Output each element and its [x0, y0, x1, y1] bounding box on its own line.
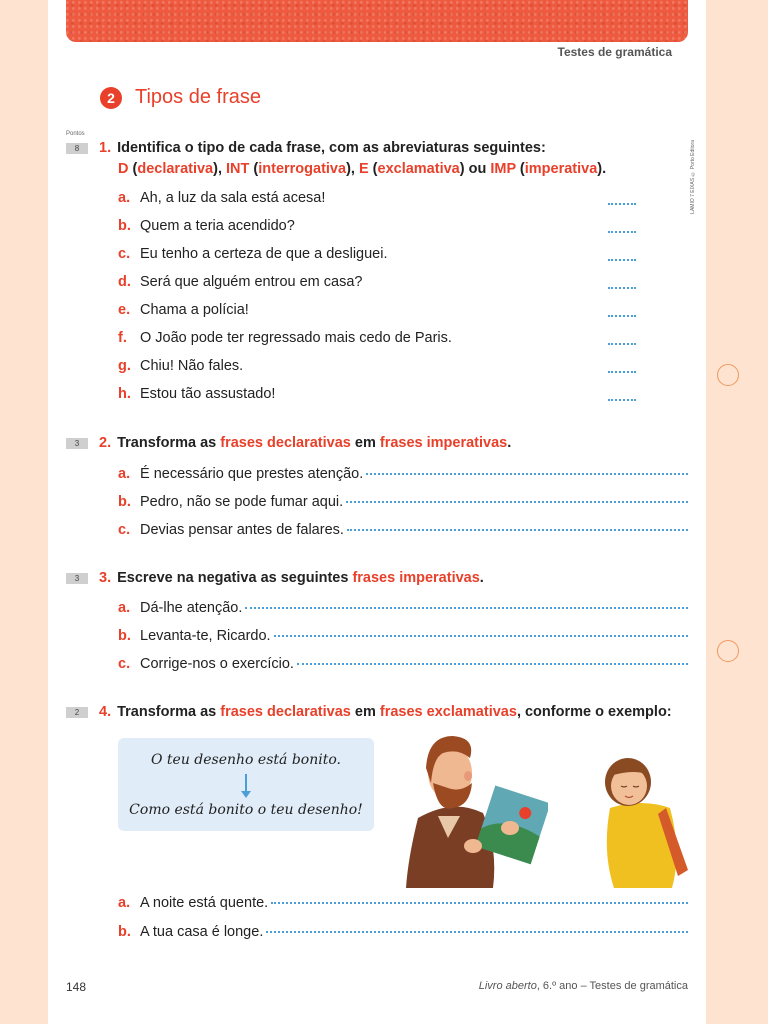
copyright-note: LAMIO 7 EIXAS © Porto Editora [690, 140, 696, 214]
binder-hole-icon [717, 640, 739, 662]
q2-item-a[interactable]: a. É necessário que prestes atenção. [118, 466, 688, 482]
answer-line[interactable] [245, 607, 688, 609]
answer-field-1a[interactable] [608, 203, 636, 205]
q2-prompt: 2. Transforma as frases declarativas em frases imperativas. [99, 435, 512, 451]
q1-number: 1. [99, 140, 112, 156]
example-box [118, 738, 374, 831]
answer-line[interactable] [271, 902, 688, 904]
q4-prompt: 4. Transforma as frases declarativas em frases exclamativas, conforme o exemplo: [99, 704, 672, 720]
q1-points: 8 [66, 143, 88, 154]
points-label: Pontos [66, 131, 85, 137]
q3-prompt: 3. Escreve na negativa as seguintes frases imperativas. [99, 570, 484, 586]
q1-item-e: e. Chama a polícia! [118, 302, 249, 318]
girl-illustration [596, 752, 692, 888]
section-heading: Tipos de frase [135, 86, 261, 108]
footer-book-title: Livro aberto, 6.º ano – Testes de gramática [478, 980, 688, 992]
man-with-drawing-illustration [398, 728, 548, 888]
example-exclamative: Como está bonito o teu desenho! [129, 802, 363, 818]
q1-item-b: b. Quem a teria acendido? [118, 218, 295, 234]
answer-field-1e[interactable] [608, 315, 636, 317]
q1-item-c: c. Eu tenho a certeza de que a desliguei. [118, 246, 388, 262]
header-banner [66, 0, 688, 42]
section-title [100, 86, 261, 109]
q4-item-a[interactable]: a. A noite está quente. [118, 895, 688, 911]
q3-item-a[interactable]: a. Dá-lhe atenção. [118, 600, 688, 616]
answer-field-1h[interactable] [608, 399, 636, 401]
answer-line[interactable] [297, 663, 688, 665]
answer-line[interactable] [366, 473, 688, 475]
q2-item-c[interactable]: c. Devias pensar antes de falares. [118, 522, 688, 538]
q3-item-c[interactable]: c. Corrige-nos o exercício. [118, 656, 688, 672]
q4-points: 2 [66, 707, 88, 718]
answer-field-1d[interactable] [608, 287, 636, 289]
q4-item-b[interactable]: b. A tua casa é longe. [118, 924, 688, 940]
q2-points: 3 [66, 438, 88, 449]
binder-hole-icon [717, 364, 739, 386]
example-declarative: O teu desenho está bonito. [151, 752, 341, 768]
q1-item-a: a. Ah, a luz da sala está acesa! [118, 190, 326, 206]
q1-line1: Identifica o tipo de cada frase, com as abreviaturas seguintes: [117, 140, 546, 156]
page-number: 148 [66, 980, 87, 994]
q1-line2: D (declarativa), INT (interrogativa), E (exclamativa) ou IMP (imperativa). [118, 161, 607, 177]
answer-line[interactable] [274, 635, 688, 637]
arrow-down-icon [245, 774, 247, 792]
q1-item-g: g. Chiu! Não fales. [118, 358, 244, 374]
answer-field-1g[interactable] [608, 371, 636, 373]
answer-line[interactable] [346, 501, 688, 503]
q2-item-b[interactable]: b. Pedro, não se pode fumar aqui. [118, 494, 688, 510]
answer-field-1b[interactable] [608, 231, 636, 233]
answer-field-1f[interactable] [608, 343, 636, 345]
q1-prompt [99, 138, 606, 180]
q1-item-h: h. Estou tão assustado! [118, 386, 276, 402]
section-number: 2 [100, 87, 122, 109]
answer-field-1c[interactable] [608, 259, 636, 261]
header-subtitle: Testes de gramática [557, 45, 672, 59]
q1-item-f: f. O João pode ter regressado mais cedo de Paris. [118, 330, 452, 346]
q1-item-d: d. Será que alguém entrou em casa? [118, 274, 363, 290]
answer-line[interactable] [266, 931, 688, 933]
answer-line[interactable] [347, 529, 688, 531]
q3-item-b[interactable]: b. Levanta-te, Ricardo. [118, 628, 688, 644]
q3-points: 3 [66, 573, 88, 584]
